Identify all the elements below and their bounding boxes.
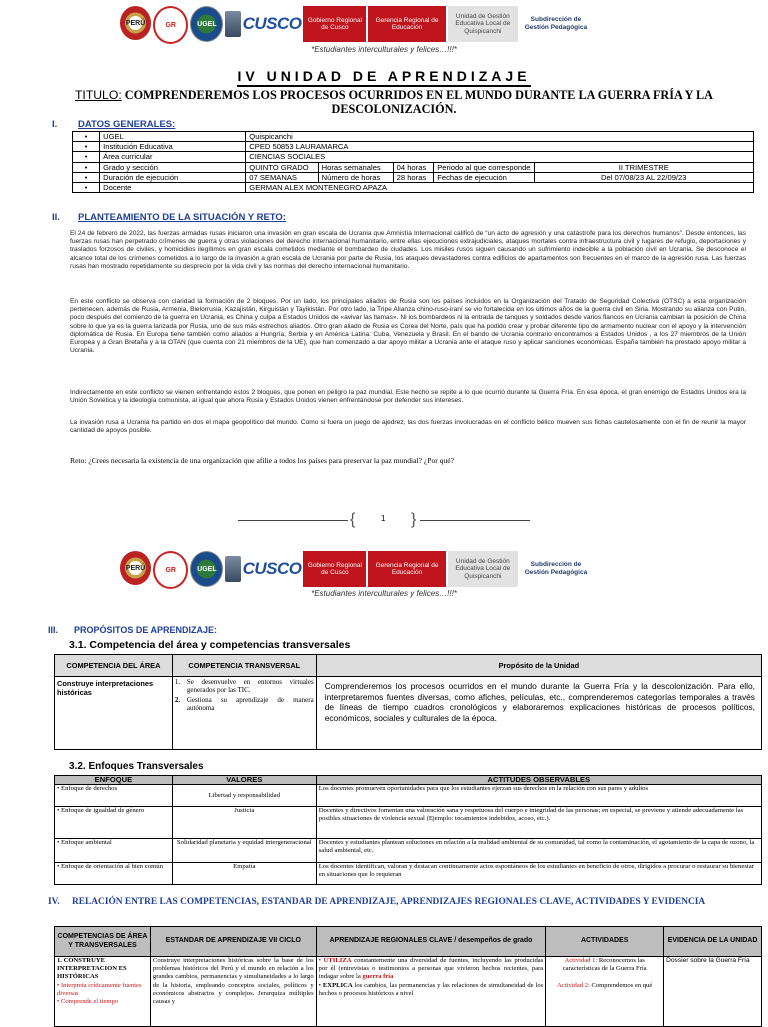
competencias-table: COMPETENCIA DEL ÁREA COMPETENCIA TRANSVERSAL Propósito de la Unidad Construye interpretaciones históricas 1. Se desenvuelve en entornos virtuales generados por las TIC. 2. Gestiona su aprendizaje de manera autónoma Comprenderemos los procesos ocurridos en el mundo durante la Guerra Fría y la descolonización. Para ello, interpretaremos fuentes diversas, como afiches, películas, etc., comprenderemos categorías temporales a través de líneas de tiempo cuadros cronológicos y elaboraremos explicaciones históricas de procesos políticos, económicos, sociales y culturales de la época.: [54, 654, 762, 750]
subsection-3-2-heading: 3.2. Enfoques Transversales: [69, 761, 204, 772]
ugel-logo: UGEL: [190, 6, 223, 42]
ugel-box: Unidad de Gestión Educativa Local de Quispicanchi: [448, 551, 518, 587]
subdireccion-box: Subdirección de Gestión Pedagógica: [524, 561, 588, 576]
unit-title: IV UNIDAD DE APRENDIZAJE: [0, 68, 768, 84]
regional-government-logo: GR: [153, 551, 188, 589]
subdireccion-box: Subdirección de Gestión Pedagógica: [524, 16, 588, 31]
gerencia-regional-box: Gerencia Regional de Educación: [368, 551, 445, 587]
reto-question: Reto: ¿Crees necesaria la existencia de una organización que afilie a todos los países para preservar la paz mundial? ¿Por qué?: [70, 456, 455, 465]
enfoques-table: ENFOQUE VALORES ACTITUDES OBSERVABLES • Enfoque de derechos Libertad y responsabilidad Los docentes promueven oportunidades para que los estudiantes ejerzan sus derechos en la relación con sus pares y adultos • Enfoque de igualdad de género Justicia Docentes y directivos fomentan una valoración sana y respetuosa del cuerpo e integridad de las personas; en especial, se previene y atiende adecuadamente las posibles situaciones de violencia sexual (Ejemplo: tocamientos indebidos, acoso, etc.). • Enfoque ambiental Solidaridad planetaria y equidad intergeneracional Docentes y estudiantes plantean soluciones en relación a la realidad ambiental de su comunidad, tal como la contaminación, el agotamiento de la capa de ozono, la salud ambiental, etc. • Enfoque de orientación al bien común Empatía Los docentes identifican, valoran y destacan continuamente actos espontáneos de los estudiantes en beneficio de otros, dirigidos a procurar o restaurar su bienestar en situaciones que lo requieran: [54, 775, 762, 885]
header-banner-1: [120, 6, 592, 42]
ugel-logo: UGEL: [190, 551, 223, 587]
datos-generales-table: • UGEL Quispicanchi • Institución Educativa CPED 50853 LAURAMARCA • Área curricular CIENCIAS SOCIALES • Grado y sección QUINTO GRADO Horas semanales 04 horas Periodo al que corresponde II TRIMESTRE • Duración de ejecución 07 SEMANAS Número de horas 28 horas Fechas de ejecución Del 07/08/23 AL 22/09/23 • Docente GERMAN ALEX MONTENEGRO APAZA: [72, 131, 754, 193]
paragraph-4: La invasión rusa a Ucrania ha partido en dos el mapa geopolítico del mundo. Como si fuera un juego de ajedrez, las dos fuerzas involucradas en el conflicto bélico mueven sus fichas cautelosamente con el fin de reunir la mayor cantidad de apoyos posible.: [70, 419, 746, 435]
cusco-logo: CUSCO: [225, 6, 301, 42]
peru-coat-of-arms-logo: PERÚ: [120, 6, 151, 40]
peru-coat-of-arms-logo: PERÚ: [120, 551, 151, 585]
motto: *Estudiantes interculturales y felices…!!!*: [311, 589, 457, 598]
cusco-logo: CUSCO: [225, 551, 301, 587]
section-1-heading: I. DATOS GENERALES:: [52, 119, 176, 130]
section-2-heading: II. PLANTEAMIENTO DE LA SITUACIÓN Y RETO:: [52, 212, 286, 223]
ugel-box: Unidad de Gestión Educativa Local de Quispicanchi: [448, 6, 518, 42]
paragraph-3: Indirectamente en este conflicto se vienen enfrentando estos 2 bloques, que ponen en peligro la paz mundial. Este hecho se repite a lo que ocurrió durante la Guerra Fría. En esa época, el gran enemigo de Estados Unidos era la Unión Soviética y la ideología comunista, al igual que ahora Rusia y Estados Unidos vienen enfrentándose por defender sus intereses.: [70, 389, 746, 405]
paragraph-1: El 24 de febrero de 2022, las fuerzas armadas rusas iniciaron una invasión en gran escala de Ucrania que Amnistía Internacional calificó de “un acto de agresión y una catástrofe para los derechos humanos”. Desde entonces, las fuerzas rusas han perpetrado crímenes de guerra y otras violaciones del derecho internacional humanitario, entre ellas ejecuciones extrajudiciales, ataques mortales contra infraestructura civil y lugares de refugio, deportaciones y traslados forzosos de civiles, y homicidios ilegítimos en gran escala cometidos mediante el bombardeo de ciudades. Los misiles rusos siguen causando un sufrimiento indecible a la población civil en Ucrania. Se desconoce el alcance total de los crímenes cometidos a lo largo de la invasión a gran escala de Ucrania por parte de Rusia, los ataques devastadores contra edificios de apartamentos son frecuentes en el marco de la agresión rusa. Las fuerzas rusas han mostrado repetidamente su desprecio por la vida civil y las normas del derecho internacional humanitario.: [70, 230, 746, 270]
gerencia-regional-box: Gerencia Regional de Educación: [368, 6, 445, 42]
section-4-heading: IV. RELACIÓN ENTRE LAS COMPETENCIAS, ESTANDAR DE APRENDIZAJE, APRENDIZAJES REGIONALES CLAVE, ACTIVIDADES Y EVIDENCIA: [48, 897, 706, 907]
subsection-3-1-heading: 3.1. Competencia del área y competencias transversales: [69, 639, 351, 651]
gobierno-regional-box: Gobierno Regional de Cusco: [303, 551, 366, 587]
relacion-competencias-table: COMPETENCIAS DE ÁREA Y TRANSVERSALES ESTANDAR DE APRENDIZAJE VII CICLO APRENDIZAJE REGIONALES CLAVE / desempeños de grado ACTIVIDADES EVIDENCIA DE LA UNIDAD 1. CONSTRUYE INTERPRETACION ES HISTÓRICAS • Interpreta críticamente fuentes diversas • Comprende el tiempo Construye interpretaciones históricas sobre la base de los problemas históricos del Perú y el mundo en relación a los grandes cambios, permanencias y simultaneidades a lo largo de la historia, empleando conceptos sociales, políticos y económicos abstractos y complejos. Jerarquiza múltiples causas y • UTILIZA constantemente una diversidad de fuentes, incluyendo las producidas por él (entrevistas o testimonios a personas que vivieron hechos recientes, para indagar sobre la guerra fría • EXPLICA los cambios, las permanencias y las relaciones de simultaneidad de los hechos o procesos históricos a nivel Actividad 1: Reconocemos las características de la Guerra Fría Actividad 2: Comprendemos en qué Dossier sobre la Guerra Fría: [54, 926, 762, 1027]
motto: *Estudiantes interculturales y felices…!!!*: [311, 45, 457, 54]
unit-subtitle: TITULO: COMPRENDEREMOS LOS PROCESOS OCURRIDOS EN EL MUNDO DURANTE LA GUERRA FRÍA Y LA DESCOLONIZACIÓN.: [74, 88, 713, 116]
regional-government-logo: GR: [153, 6, 188, 44]
section-3-heading: III. PROPÓSITOS DE APRENDIZAJE:: [48, 625, 218, 635]
gobierno-regional-box: Gobierno Regional de Cusco: [303, 6, 366, 42]
paragraph-2: En este conflicto se observa con claridad la formación de 2 bloques. Por un lado, los principales aliados de Rusia son los países incluidos en la Organización del Tratado de Seguridad Colectiva (OTSC) a esta organización pertenecen, además de Rusia, Armenia, Bielorrusia, Kazajistán, Kirguistán y Tayikistán. Por otro lado, la Tripe Alianza chino-ruso-iraní se vio fortalecida en los últimos años de la guerra civil en Siria. Mostrando su alianza con Putin, poco después del comienzo de la guerra en Ucrania, es China y culpa a Estados Unidos de «avivar las llamas». Ni los bombardeos ni la entrada de tanques y soldados desde varios flancos en Ucrania cambian la posición de China sobre lo que ya es la guerra lanzada por Rusia, uno de sus más estrechos aliados. Otro gran aliado de Rusia es Corea del Norte, país que ha podido crear y probar diferente tipo de armamento nuclear con el apoyo y la intervención diplomática de Rusia. En Europa tiene también como aliados a Hungría, Serbia y en América Latina: Cuba, Venezuela y Brasil. En el bando de Ucrania contrario encontramos a Estados Unidos , a los 27 miembros de la Unión Europea y a Gran Bretaña y a la OTAN (que cuenta con 21 miembros de la UE), que han comenzado a dar apoyo militar a Ucrania ante el ataque ruso y aplicar sanciones económicas. España también ha prestado apoyo militar a Ucrania.: [70, 298, 746, 355]
page-number-footer: { 1 }: [0, 511, 768, 529]
page-number: 1: [381, 514, 386, 523]
header-banner-2: [120, 551, 592, 587]
